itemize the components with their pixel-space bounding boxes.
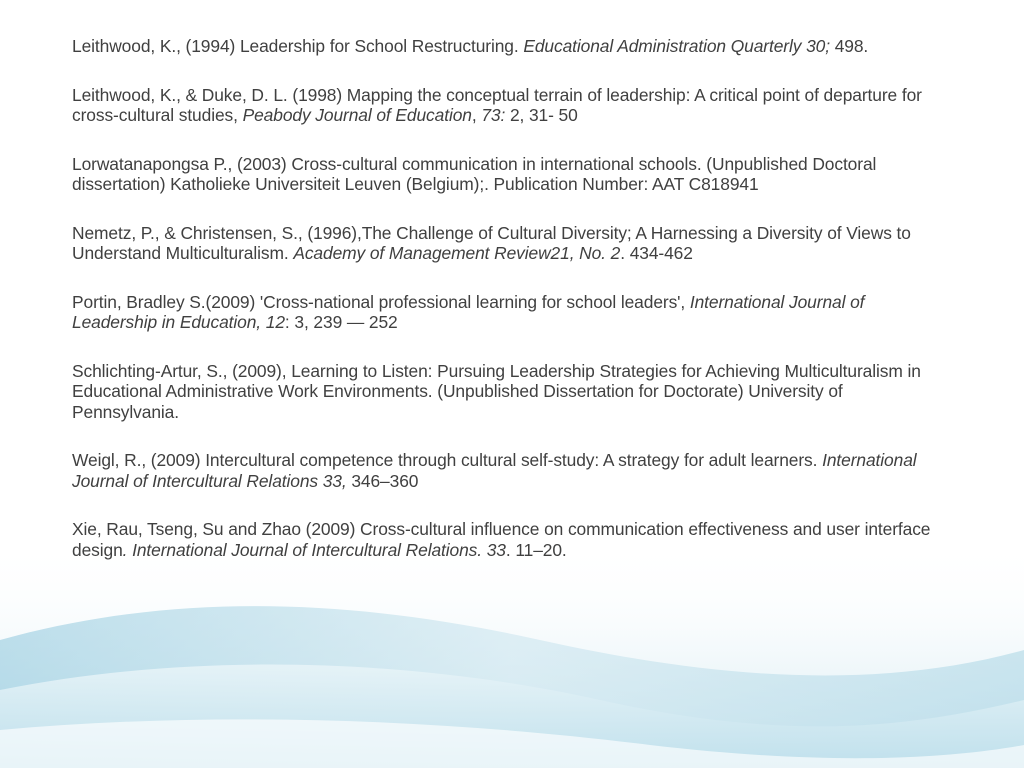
ref-text-italic: . International Journal of Intercultural Relations. 33 <box>122 539 506 560</box>
ref-text-italic: International Journal of Leadership in Education, 12 <box>72 291 865 332</box>
ref-text-italic: International Journal of Intercultural Relations 33, <box>72 450 917 491</box>
reference-entry <box>72 519 942 560</box>
ref-text: , <box>471 105 482 125</box>
reference-entry <box>72 361 942 423</box>
reference-entry <box>72 154 942 195</box>
ref-text: Lorwatanapongsa P., (2003) Cross-cultural communication in international schools. (Unpublished Doctoral dissertation) Katholieke Universiteit Leuven (Belgium);. Publication Number: AAT C818941 <box>72 153 877 194</box>
reference-entry <box>72 36 942 57</box>
ref-text-italic: 73: <box>481 105 506 125</box>
ref-text: : 3, 239 — 252 <box>284 312 398 332</box>
ref-text: 346–360 <box>346 470 419 491</box>
ref-text: Leithwood, K., & Duke, D. L. (1998) Mapping the conceptual terrain of leadership: A critical point of departure for cross-cultural studies, <box>72 84 922 125</box>
ref-text-italic: Academy of Management Review21, No. 2 <box>293 243 621 263</box>
ref-text: Schlichting-Artur, S., (2009), Learning to Listen: Pursuing Leadership Strategies for Achieving Multiculturalism in Educational Administrative Work Environments. (Unpublished Dissertation for Doctorate) University of Pennsylvania. <box>72 360 921 422</box>
ref-text-italic: Peabody Journal of Education <box>242 105 472 125</box>
reference-entry <box>72 450 942 491</box>
ref-text: Xie, Rau, Tseng, Su and Zhao (2009) Cross-cultural influence on communication effectiveness and user interface design <box>72 519 931 560</box>
ref-text: 498. <box>829 36 869 56</box>
reference-entry <box>72 292 942 333</box>
reference-entry <box>72 223 942 264</box>
ref-text: . 434-462 <box>620 243 693 263</box>
ref-text-italic: Educational Administration Quarterly 30; <box>523 36 830 56</box>
ref-text: Portin, Bradley S.(2009) 'Cross-national professional learning for school leaders', <box>72 291 690 312</box>
ref-text: Nemetz, P., & Christensen, S., (1996),The Challenge of Cultural Diversity; A Harnessing a Diversity of Views to Understand Multiculturalism. <box>72 222 911 263</box>
ref-text: 2, 31- 50 <box>505 105 578 125</box>
ref-text: Leithwood, K., (1994) Leadership for School Restructuring. <box>72 36 524 56</box>
reference-list <box>72 36 942 588</box>
ref-text: Weigl, R., (2009) Intercultural competence through cultural self-study: A strategy for adult learners. <box>72 450 823 470</box>
reference-entry <box>72 85 942 126</box>
ref-text: . 11–20. <box>505 539 567 560</box>
